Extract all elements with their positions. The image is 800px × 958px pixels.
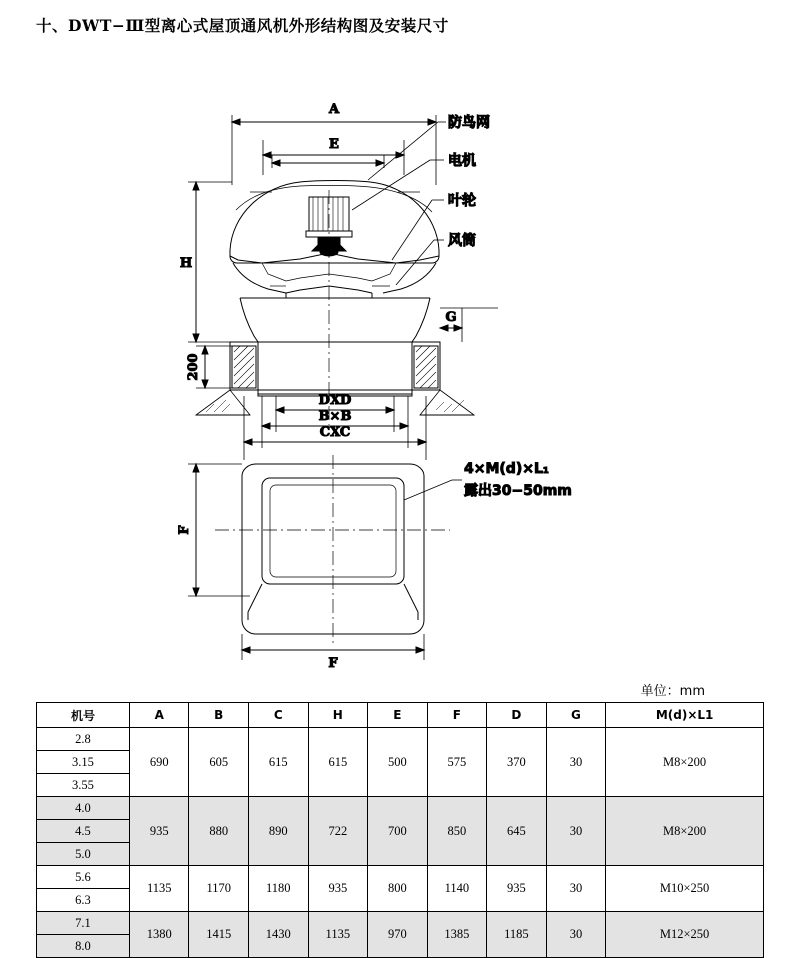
- col-header-g: G: [546, 703, 606, 728]
- dim-label-f-vertical: F: [177, 525, 192, 535]
- callout-bird-net: 防鸟网: [448, 115, 490, 131]
- cell-value: 30: [546, 728, 606, 797]
- cell-value: 30: [546, 912, 606, 958]
- cell-value: 935: [308, 866, 368, 912]
- unit-note: 单位：mm: [640, 684, 705, 699]
- dim-label-g: G: [445, 310, 457, 325]
- cell-value: 1135: [308, 912, 368, 958]
- dim-label-cxc: CXC: [319, 425, 351, 440]
- cell-value: 970: [368, 912, 428, 958]
- col-header-e: E: [368, 703, 428, 728]
- table-row: [37, 728, 764, 751]
- cell-model: 6.3: [37, 889, 130, 912]
- col-header-b: B: [189, 703, 249, 728]
- cell-value: 1430: [249, 912, 309, 958]
- cell-value: 1415: [189, 912, 249, 958]
- cell-value: 1140: [427, 866, 487, 912]
- page-title: 十、DWT−Ⅲ型离心式屋顶通风机外形结构图及安装尺寸: [36, 16, 449, 35]
- cell-value: 500: [368, 728, 428, 797]
- cell-value: M10×250: [606, 866, 764, 912]
- cell-model: 8.0: [37, 935, 130, 958]
- table-row: [37, 866, 764, 889]
- cell-value: 30: [546, 866, 606, 912]
- cell-model: 4.0: [37, 797, 130, 820]
- cell-value: 615: [308, 728, 368, 797]
- dim-label-e: E: [329, 137, 339, 152]
- cell-value: M8×200: [606, 728, 764, 797]
- cell-value: 30: [546, 797, 606, 866]
- cell-value: 690: [129, 728, 189, 797]
- col-header-h: H: [308, 703, 368, 728]
- cell-value: M8×200: [606, 797, 764, 866]
- col-header-bolt: M(d)×L1: [606, 703, 764, 728]
- dim-label-a: A: [328, 102, 340, 117]
- table-row: [37, 797, 764, 820]
- cell-value: 1380: [129, 912, 189, 958]
- cell-value: 935: [129, 797, 189, 866]
- cell-value: 575: [427, 728, 487, 797]
- cell-value: 370: [487, 728, 547, 797]
- cell-value: 880: [189, 797, 249, 866]
- cell-value: 1170: [189, 866, 249, 912]
- dim-label-f-horizontal: F: [328, 656, 338, 671]
- dim-label-h: H: [179, 256, 193, 271]
- dim-label-dxd: DXD: [318, 393, 352, 408]
- table-row: [37, 912, 764, 935]
- cell-value: 722: [308, 797, 368, 866]
- callout-air-duct: 风筒: [448, 233, 476, 249]
- bolt-note-line2: 露出30−50mm: [464, 483, 572, 499]
- cell-value: 615: [249, 728, 309, 797]
- cell-model: 4.5: [37, 820, 130, 843]
- col-header-f: F: [427, 703, 487, 728]
- cell-value: 645: [487, 797, 547, 866]
- cell-model: 3.15: [37, 751, 130, 774]
- table-header-row: [37, 703, 764, 728]
- cell-value: M12×250: [606, 912, 764, 958]
- bolt-note-line1: 4×M(d)×L₁: [464, 461, 550, 477]
- col-header-d: D: [487, 703, 547, 728]
- cell-value: 800: [368, 866, 428, 912]
- col-header-a: A: [129, 703, 189, 728]
- col-header-model: 机号: [37, 703, 130, 728]
- callout-impeller: 叶轮: [448, 193, 476, 209]
- cell-model: 7.1: [37, 912, 130, 935]
- cell-value: 1385: [427, 912, 487, 958]
- callout-motor: 电机: [448, 153, 476, 169]
- cell-value: 605: [189, 728, 249, 797]
- dim-label-200: 200: [186, 353, 201, 381]
- specification-table: [36, 702, 764, 958]
- cell-value: 1180: [249, 866, 309, 912]
- cell-value: 935: [487, 866, 547, 912]
- cell-value: 890: [249, 797, 309, 866]
- technical-drawing: [0, 60, 800, 680]
- cell-value: 1185: [487, 912, 547, 958]
- cell-model: 5.6: [37, 866, 130, 889]
- cell-value: 850: [427, 797, 487, 866]
- cell-value: 700: [368, 797, 428, 866]
- cell-model: 3.55: [37, 774, 130, 797]
- table-body: [37, 728, 764, 958]
- col-header-c: C: [249, 703, 309, 728]
- dim-label-bxb: B×B: [318, 409, 352, 424]
- cell-model: 2.8: [37, 728, 130, 751]
- cell-value: 1135: [129, 866, 189, 912]
- cell-model: 5.0: [37, 843, 130, 866]
